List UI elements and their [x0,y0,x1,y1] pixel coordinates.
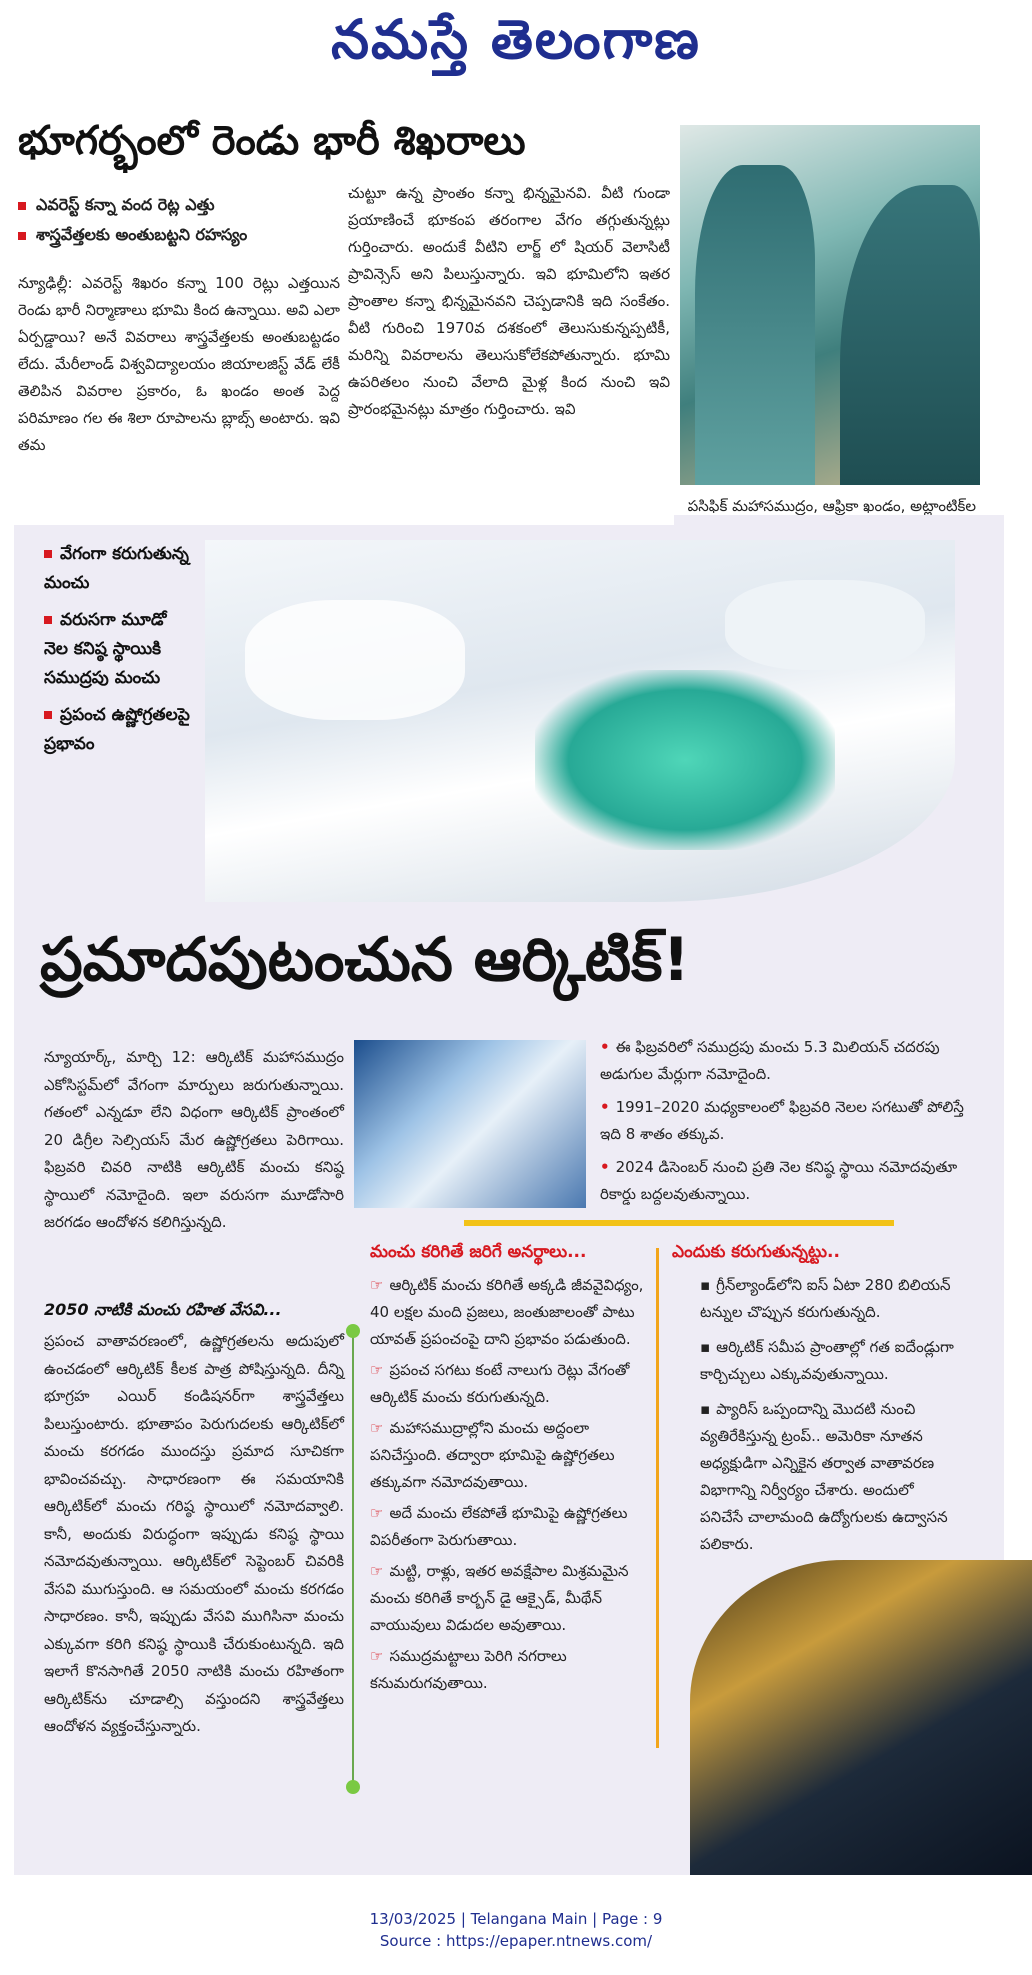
story2-subhead: 2050 నాటికి మంచు రహిత వేసవి... [44,1300,282,1319]
red-square-icon [18,232,26,240]
page-footer [0,1908,1032,1952]
consequence-item: ☞ ఆర్కిటిక్ మంచు కరిగితే అక్కడి జీవవైవిధ్యం, 40 లక్షల మంది ప్రజలు, జంతుజాలంతో పాటు యావత్ ప్రపంచంపై దాని ప్రభావం పడుతుంది. [370,1276,644,1348]
fact-item: • ఈ ఫిబ్రవరిలో సముద్రపు మంచు 5.3 మిలియన్ చదరపు అడుగుల మేర్లుగా నమోదైంది. [600,1038,940,1083]
pointing-hand-icon: ☞ [370,1562,384,1580]
story1-bullets [18,190,348,250]
consequences-heading: మంచు కరిగితే జరిగే అనర్థాలు... [370,1242,587,1262]
reason-item: ▪ ఆర్కిటిక్ సమీప ప్రాంతాల్లో గత ఐదేండ్లుగా కార్చిచ్చులు ఎక్కువవుతున్నాయి. [700,1338,954,1383]
orange-divider [656,1248,659,1748]
pointing-hand-icon: ☞ [370,1504,384,1522]
reason-item: ▪ ప్యారిస్ ఒప్పందాన్ని మొదటి నుంచి వ్యతిరేకిస్తున్న ట్రంప్.. అమెరికా నూతన అధ్యక్షుడిగా ఎన్నికైన తర్వాత వాతావరణ విభాగాన్ని నిర్వీర్యం చేశారు. అందులో పనిచేసే చాలామంది ఉద్యోగులకు ఉద్వాసన పలికారు. [700,1400,948,1553]
pointing-hand-icon: ☞ [370,1419,384,1437]
red-square-icon [18,202,26,210]
consequence-item: ☞ అదే మంచు లేకపోతే భూమిపై ఉష్ణోగ్రతలు విపరీతంగా పెరుగుతాయి. [370,1504,628,1549]
story2-body: ప్రపంచ వాతావరణంలో, ఉష్ణోగ్రతలను అదుపులో ఉంచడంలో ఆర్కిటిక్ కీలక పాత్ర పోషిస్తున్నది. దీన్ని భూగ్రహ ఎయిర్ కండిషనర్‌గా శాస్త్రవేత్తలు పిలుస్తుంటారు. భూతాపం పెరుగుదలకు ఆర్కిటిక్‌లో మంచు కరగడం ముందస్తు ప్రమాద సూచికగా భావించవచ్చు. సాధారణంగా ఈ సమయానికి ఆర్కిటిక్‌లో మంచు గరిష్ఠ స్థాయిలో నమోదవ్వాలి. కానీ, అందుకు విరుద్ధంగా ఇప్పుడు కనిష్ఠ స్థాయి నమోదవుతున్నాయి. ఆర్కిటిక్‌లో సెప్టెంబర్ చివరికి వేసవి ముగుస్తుంది. ఆ సమయంలో మంచు కరగడం సాధారణం. కానీ, ఇప్పుడు వేసవి ముగిసినా మంచు ఎక్కువగా కరిగి కనిష్ఠ స్థాయికి చేరుకుంటున్నది. ఇది ఇలాగే కొనసాగితే 2050 నాటికి మంచు రహితంగా ఆర్కిటిక్‌ను చూడాల్సి వస్తుందని శాస్త్రవేత్తలు ఆందోళన వ్యక్తంచేస్తున్నారు. [44,1332,344,1735]
story1-continuation: పసిఫిక్ మహాసముద్రం, ఆఫ్రికా ఖండం, అట్లాంటిక్‌ల [687,497,976,515]
story1-bullet: ఎవరెస్ట్ కన్నా వంద రెట్ల ఎత్తు [18,190,348,220]
fact-item: • 2024 డిసెంబర్ నుంచి ప్రతి నెల కనిష్ఠ స్థాయి నమోదవుతూ రికార్డు బద్దలవుతున్నాయి. [600,1158,958,1203]
ice-texture-photo [354,1040,586,1208]
arctic-side-bullets [44,540,194,759]
why-melting-heading: ఎందుకు కరుగుతున్నట్టు.. [672,1242,840,1262]
pointing-hand-icon: ☞ [370,1361,384,1379]
story2-lead: న్యూయార్క్, మార్చి 12: ఆర్కిటిక్ మహాసముద్రం ఎకోసిస్టమ్‌లో వేగంగా మార్పులు జరుగుతున్నాయి. గతంలో ఎన్నడూ లేని విధంగా ఆర్కిటిక్ ప్రాంతంలో 20 డిగ్రీల సెల్సియస్ మేర ఉష్ణోగ్రతలు పెరిగాయి. ఫిబ్రవరి చివరి నాటికి ఆర్కిటిక్ మంచు కనిష్ఠ స్థాయిలో నమోదైంది. ఇలా వరుసగా మూడోసారి జరగడం ఆందోళన కలిగిస్తున్నది. [44,1048,344,1231]
industrial-photo [690,1560,1032,1875]
story1-headline: భూగర్భంలో రెండు భారీ శిఖరాలు [18,118,526,164]
side-bullet: ప్రపంచ ఉష్ణోగ్రతలపై ప్రభావం [44,705,190,754]
story1-bullet: శాస్త్రవేత్తలకు అంతుబట్టని రహస్యం [18,220,348,250]
story2-headline: ప్రమాదపుటంచున ఆర్కిటిక్! [40,925,690,995]
consequence-item: ☞ మట్టి, రాళ్లు, ఇతర అవక్షేపాల మిశ్రమమైన మంచు కరిగితే కార్బన్ డై ఆక్సైడ్, మీథేన్ వాయువులు విడుదల అవుతాయి. [370,1562,629,1634]
consequences-list [370,1272,650,1697]
side-bullet: వేగంగా కరుగుతున్న మంచు [44,544,189,593]
story1-column-2: చుట్టూ ఉన్న ప్రాంతం కన్నా భిన్నమైనవి. వీటి గుండా ప్రయాణించే భూకంప తరంగాల వేగం తగ్గుతున్నట్లు గుర్తించారు. అందుకే వీటిని లార్జ్ లో షియర్ వెలాసిటీ ప్రావిన్సెస్ అని పిలుస్తున్నారు. ఇవి భూమిలోని ఇతర ప్రాంతాల కన్నా భిన్నమైనవని చెప్పడానికి ఇది సంకేతం. వీటి గురించి 1970వ దశకంలో తెలుసుకున్నప్పటికీ, మరిన్ని వివరాలను తెలుసుకోలేకపోతున్నారు. భూమి ఉపరితలం నుంచి వేలాది మైళ్ల కింద నుంచి ఇవి ప్రారంభమైనట్లు మాత్రం గుర్తించారు. ఇవి [348,184,670,418]
consequence-item: ☞ ప్రపంచ సగటు కంటే నాలుగు రెట్లు వేగంతో ఆర్కిటిక్ మంచు కరుగుతున్నది. [370,1361,630,1406]
glacier-photo [680,125,980,485]
arctic-facts [600,1034,980,1208]
pointing-hand-icon: ☞ [370,1647,384,1665]
reason-item: ▪ గ్రీన్‌ల్యాండ్‌లోని ఐస్ ఏటా 280 బిలియన్ టన్నుల చొప్పున కరుగుతున్నది. [700,1276,951,1321]
red-square-icon [44,711,52,719]
yellow-rule [464,1220,894,1226]
panel-top-mask [14,515,674,525]
consequence-item: ☞ మహాసముద్రాల్లోని మంచు అద్దంలా పనిచేస్తుంది. తద్వారా భూమిపై ఉష్ణోగ్రతలు తక్కువగా నమోదవుతాయి. [370,1419,615,1491]
fact-item: • 1991–2020 మధ్యకాలంలో ఫిబ్రవరి నెలల సగటుతో పోలిస్తే ఇది 8 శాతం తక్కువ. [600,1098,964,1143]
footer-edition: 13/03/2025 | Telangana Main | Page : 9 [369,1910,663,1928]
sea-ice-photo [205,540,955,902]
pointing-hand-icon: ☞ [370,1276,384,1294]
newspaper-masthead: నమస్తే తెలంగాణ [331,8,701,71]
green-dot-bottom [346,1780,360,1794]
side-bullet: వరుసగా మూడో నెల కనిష్ఠ స్థాయికి సముద్రపు మంచు [44,610,167,688]
green-divider [352,1330,354,1790]
red-square-icon [44,616,52,624]
story1-column-1: న్యూఢిల్లీ: ఎవరెస్ట్ శిఖరం కన్నా 100 రెట్లు ఎత్తయిన రెండు భారీ నిర్మాణాలు భూమి కింద ఉన్నాయి. అవి ఎలా ఏర్పడ్డాయి? అనే వివరాలు శాస్త్రవేత్తలకు అంతుబట్టడం లేదు. మేరీలాండ్ విశ్వవిద్యాలయం జియాలజిస్ట్ వేడ్ లేకీ తెలిపిన వివరాల ప్రకారం, ఓ ఖండం అంత పెద్ద పరిమాణం గల ఈ శిలా రూపాలను బ్లాబ్స్ అంటారు. ఇవి తమ [18,274,340,454]
consequence-item: ☞ సముద్రమట్టాలు పెరిగి నగరాలు కనుమరుగవుతాయి. [370,1647,567,1692]
why-melting-list [700,1272,960,1558]
green-dot-top [346,1324,360,1338]
footer-source: Source : https://epaper.ntnews.com/ [379,1932,653,1950]
red-square-icon [44,550,52,558]
